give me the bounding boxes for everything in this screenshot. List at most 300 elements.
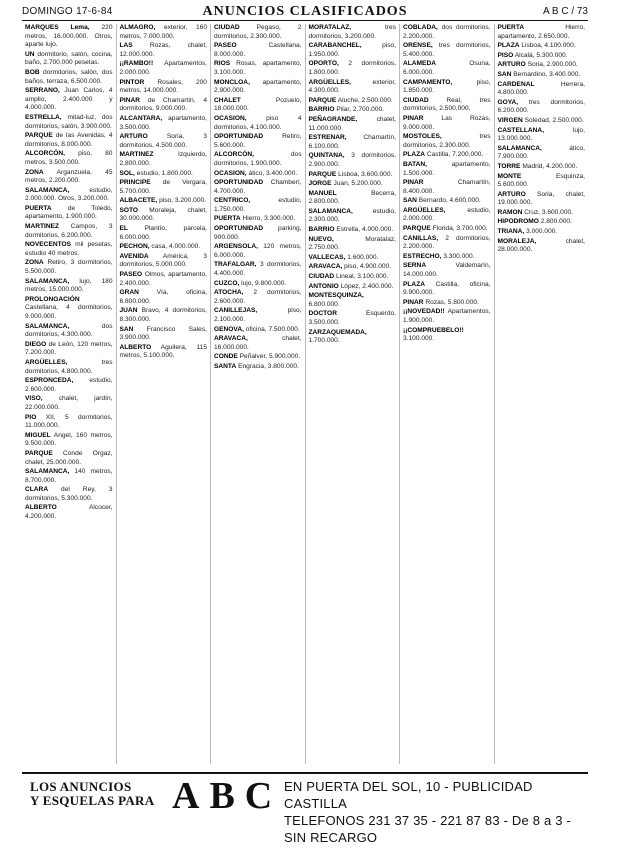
- classified-ad: [25, 504, 113, 521]
- ad-text: 3 dormitorios, 2.900.000.: [308, 152, 396, 168]
- ad-text: estudio, 1.800.000.: [136, 169, 193, 177]
- classified-ad: [214, 363, 302, 372]
- classified-ad: [309, 24, 397, 41]
- classified-ad: [214, 170, 302, 179]
- ad-text: piso, 2.100.000.: [214, 307, 302, 323]
- ad-text: 120 metros, 6.000.000.: [214, 243, 302, 259]
- ad-text: casa, 4.000.000.: [151, 243, 201, 251]
- ad-keyword: ALCORCÓN,: [214, 151, 254, 159]
- ad-text: tres dormitorios, 2.300.000.: [403, 133, 491, 149]
- ad-text: dos dormitorios, 1.900.000.: [214, 151, 302, 167]
- ad-keyword: CONDE: [214, 353, 238, 361]
- ad-keyword: JUAN: [119, 307, 138, 315]
- classified-ad: [403, 97, 491, 114]
- ad-text: Osuna, 6.000.000.: [403, 60, 491, 76]
- classified-ad: [25, 278, 113, 295]
- classified-columns: [22, 24, 588, 764]
- ad-keyword: ARGÜELLES,: [25, 358, 68, 366]
- classified-ad: [214, 307, 302, 324]
- ad-keyword: PARQUE: [308, 170, 337, 178]
- classified-ad: [25, 150, 113, 167]
- classified-ad: [498, 238, 586, 255]
- classified-ad: [309, 152, 397, 169]
- ad-keyword: ORENSE,: [403, 42, 433, 50]
- issue-date: DOMINGO 17-6-84: [22, 6, 113, 17]
- ad-keyword: VISO,: [25, 395, 43, 403]
- ad-text: chalet, jardín, 22.000.000.: [25, 395, 113, 411]
- classified-ad: [25, 359, 113, 376]
- ad-keyword: ALCANTARA,: [119, 114, 163, 122]
- ad-keyword: SAN: [403, 197, 417, 205]
- ad-text: Lineal, 3.100.000.: [336, 273, 389, 281]
- ad-text: exterior, 160 metros, 7.000.000.: [119, 24, 207, 40]
- ad-keyword: PASEO: [214, 42, 237, 50]
- ad-keyword: CLARA: [25, 486, 49, 494]
- ad-keyword: ANTONIO: [308, 282, 339, 290]
- ad-text: Madrid, 4.200.000.: [522, 162, 578, 170]
- ad-text: 6.800.000.: [308, 300, 340, 308]
- ad-text: de León, 120 metros, 7.200.000.: [25, 340, 113, 357]
- ad-keyword: ARTURO: [497, 61, 526, 69]
- ad-text: Castellana, 4 dormitorios, 9.000.000.: [25, 304, 113, 320]
- ad-text: 220 metros, 16.000.000. Otros, aparte lujo.: [25, 24, 113, 49]
- ad-text: Arganzuela, 45 metros, 2.200.000.: [25, 168, 113, 185]
- ad-text: Chamberí, 4.700.000.: [214, 179, 302, 195]
- classified-ad: [120, 225, 208, 242]
- ad-text: Soria, 2.900.000.: [527, 61, 578, 69]
- classified-ad: [309, 226, 397, 235]
- ad-keyword: ESTRENAR,: [308, 134, 347, 142]
- ad-text: Bravo, 4 dormitorios, 8.300.000.: [119, 307, 207, 323]
- ad-keyword: ZARZAQUEMADA,: [308, 328, 367, 336]
- classified-ad: [498, 228, 586, 237]
- ad-text: América, 3 dormitorios, 5.000.000.: [119, 252, 208, 269]
- ad-keyword: CANILLAS,: [403, 234, 439, 242]
- ad-text: estudio, 2.300.000.: [308, 207, 396, 224]
- ad-text: Angel, 160 metros, 9.500.000.: [25, 431, 113, 448]
- classified-ad: [403, 281, 491, 298]
- ad-text: Aguilera, 115 metros, 5.100.000.: [119, 343, 207, 360]
- classified-ad: [403, 207, 491, 224]
- classified-ad: [309, 208, 397, 225]
- ad-keyword: BARRIO: [308, 106, 335, 114]
- classified-ad: [120, 79, 208, 96]
- ad-text: ático, 3.400.000.: [248, 169, 298, 177]
- classified-ad: [403, 42, 491, 59]
- classified-ad: [25, 87, 113, 113]
- classified-ad: [403, 235, 491, 252]
- ad-keyword: ALBERTO: [119, 343, 152, 351]
- ad-text: 140 metros, 8.700.000.: [25, 468, 113, 484]
- classified-ad: [120, 289, 208, 306]
- classified-ad: [25, 132, 113, 149]
- ad-text: Vía, oficina, 6.800.000.: [119, 289, 207, 305]
- ad-text: Esquerdo, 3.500.000.: [308, 310, 396, 326]
- classified-ad: [309, 79, 397, 96]
- ad-text: apartamento, 2.900.000.: [214, 78, 302, 95]
- ad-keyword: SERRANO,: [25, 87, 60, 95]
- ad-keyword: ESPRONCEDA,: [25, 377, 74, 385]
- ad-keyword: SAN: [497, 70, 512, 78]
- classified-ad: [309, 292, 397, 309]
- ad-column-6: [495, 24, 589, 764]
- classified-ad: [25, 51, 113, 68]
- ad-text: XII, 5 dormitorios, 11.000.000.: [25, 413, 113, 430]
- ad-keyword: ESTRELLA,: [25, 113, 62, 121]
- ad-text: Castellana, 8.000.000.: [214, 42, 302, 58]
- ad-keyword: PARQUE: [25, 132, 53, 140]
- classified-ad: [120, 170, 208, 179]
- page-number: A B C / 73: [542, 6, 588, 17]
- classified-ad: [214, 335, 302, 352]
- classified-ad: [214, 97, 302, 114]
- classified-ad: [309, 236, 397, 253]
- ad-keyword: SAN: [119, 325, 134, 333]
- ad-keyword: SALAMANCA,: [25, 277, 70, 285]
- ad-keyword: PUERTA: [497, 24, 525, 31]
- ad-keyword: JORGE: [308, 180, 332, 188]
- ad-keyword: UN: [25, 50, 35, 58]
- classified-ad: [120, 344, 208, 361]
- ad-text: tres dormitorios, 3.200.000.: [308, 24, 396, 40]
- ad-text: Engracia, 3.800.000.: [238, 362, 299, 370]
- classified-ad: [214, 243, 302, 260]
- ad-text: chalet, 16.000.000.: [214, 335, 302, 351]
- ad-keyword: ARGÜELLES,: [403, 206, 446, 214]
- ad-keyword: PIO: [25, 413, 37, 421]
- classified-ad: [309, 42, 397, 59]
- ad-text: lujo, 9.800.000.: [241, 279, 287, 287]
- classified-ad: [214, 60, 302, 77]
- ad-column-4: [306, 24, 401, 764]
- classified-ad: [25, 114, 113, 131]
- ad-keyword: BOB: [25, 68, 40, 76]
- classified-ad: [309, 273, 397, 282]
- ad-keyword: PUERTA: [214, 215, 241, 223]
- ad-keyword: MIGUEL: [25, 431, 51, 439]
- ad-text: piso, 1.950.000.: [308, 42, 396, 58]
- ad-keyword: ARGENSOLA,: [214, 243, 258, 251]
- classified-ad: [498, 81, 586, 98]
- ad-keyword: HIPODROMO: [497, 218, 539, 226]
- ad-text: Lisboa, 4.100.000.: [521, 42, 576, 50]
- ad-keyword: ¡¡COMPRUEBELO!!: [403, 326, 464, 334]
- ad-text: Rozas, 5.800.000.: [425, 298, 479, 306]
- classified-ad: [498, 191, 586, 208]
- contact-line-2: TELEFONOS 231 37 35 - 221 87 83 - De 8 a 3 - SIN RECARGO: [284, 813, 572, 845]
- ad-keyword: ARGÜELLES,: [308, 78, 351, 86]
- ad-keyword: PARQUE: [308, 96, 337, 104]
- ad-text: de Vergara, 5.700.000.: [119, 179, 207, 195]
- classified-ad: [498, 218, 586, 227]
- ad-text: mil pesetas, estudio 40 metros.: [25, 241, 113, 257]
- ad-keyword: TRIANA,: [497, 228, 525, 236]
- classified-ad: [309, 180, 397, 189]
- ad-keyword: MANUEL: [308, 189, 337, 197]
- ad-column-1: [22, 24, 117, 764]
- ad-keyword: GENOVA,: [214, 325, 244, 333]
- ad-keyword: BATAN,: [403, 160, 427, 168]
- classified-ad: [498, 145, 586, 162]
- ad-keyword: MONCLOA,: [214, 78, 250, 86]
- classified-ad: [120, 179, 208, 196]
- ad-keyword: CUZCO,: [214, 279, 240, 287]
- classified-ad: [403, 79, 491, 96]
- classified-ad: [214, 179, 302, 196]
- ad-keyword: BARRIO: [308, 226, 335, 234]
- ad-text: estudio, 2.000.000. Otros, 3.200.000.: [25, 186, 113, 203]
- classified-ad: [120, 97, 208, 114]
- ad-keyword: MOSTOLES,: [403, 133, 442, 141]
- classified-ad: [25, 205, 113, 222]
- ad-keyword: MONTESQUINZA,: [308, 292, 364, 300]
- classified-ad: [25, 341, 113, 358]
- ad-text: Izquierdo, 2.800.000.: [119, 151, 207, 167]
- ad-text: piso, 1.850.000.: [403, 78, 491, 95]
- classified-ad: [403, 161, 491, 178]
- classified-ad: [309, 60, 397, 77]
- ad-keyword: SALAMANCA,: [25, 186, 70, 194]
- ad-keyword: RIOS: [214, 60, 231, 68]
- ad-keyword: ALAMEDA: [403, 60, 436, 68]
- classified-ad: [498, 99, 586, 116]
- ad-text: piso, 4.900.000.: [344, 263, 392, 271]
- ad-text: Peñalver, 5.900.000.: [239, 353, 301, 361]
- ad-keyword: CHALET: [214, 96, 241, 104]
- classified-ad: [403, 299, 491, 308]
- ad-text: 2 dormitorios, 2.600.000.: [214, 289, 302, 305]
- classified-ad: [309, 171, 397, 180]
- ad-text: 3 dormitorios, 4.400.000.: [214, 261, 302, 278]
- ad-text: de Chamartín, 4 dormitorios, 9.000.000.: [119, 96, 207, 113]
- ad-keyword: OPORTUNIDAD: [214, 179, 264, 187]
- ad-keyword: ALMAGRO,: [119, 24, 156, 31]
- classified-ad: [309, 329, 397, 346]
- classified-ad: [25, 69, 113, 86]
- ad-keyword: PECHON,: [119, 243, 150, 251]
- ad-text: Castilla, oficina, 9.900.000.: [403, 280, 491, 297]
- footer-banner: [22, 772, 588, 852]
- ad-keyword: CANILLEJAS,: [214, 307, 258, 315]
- classified-ad: [120, 243, 208, 252]
- ad-keyword: CENTRICO,: [214, 197, 251, 205]
- ad-column-3: [211, 24, 306, 764]
- classified-ad: [498, 42, 586, 51]
- ad-keyword: SOTO: [119, 206, 139, 214]
- ad-keyword: PLAZA: [497, 42, 520, 50]
- ad-text: Pegaso, 2 dormitorios, 2.300.000.: [214, 24, 302, 40]
- classified-ad: [120, 133, 208, 150]
- ad-text: piso, 80 metros, 3.500.000.: [25, 150, 113, 166]
- classified-ad: [214, 42, 302, 59]
- ad-text: tres dormitorios, 4.800.000.: [25, 358, 113, 375]
- ad-keyword: PROLONGACIÓN: [25, 295, 80, 303]
- ad-keyword: NUEVO,: [308, 235, 334, 243]
- ad-keyword: NOVECENTOS: [25, 241, 72, 249]
- slogan-line-2: Y ESQUELAS PARA: [30, 793, 155, 808]
- ad-keyword: OPORTO,: [308, 60, 339, 68]
- classified-ad: [120, 115, 208, 132]
- ad-text: Moraleja, chalet, 30.000.000.: [119, 206, 207, 223]
- ad-keyword: ¡¡RAMBO!!: [119, 60, 154, 68]
- contact-line-1: EN PUERTA DEL SOL, 10 - PUBLICIDAD CASTILLA: [284, 779, 533, 811]
- classified-ad: [498, 71, 586, 80]
- ad-text: ático, 7.900.000.: [497, 144, 585, 161]
- ad-keyword: ALBERTO: [25, 504, 57, 512]
- ad-keyword: CIUDAD: [403, 96, 429, 104]
- ad-keyword: PINAR: [119, 96, 141, 104]
- ad-text: lujo, 13.000.000.: [497, 126, 585, 143]
- classified-ad: [403, 179, 491, 196]
- ad-text: lujo, 180 metros, 15.000.000.: [25, 277, 113, 294]
- classified-ad: [498, 209, 586, 218]
- classified-ad: [214, 353, 302, 362]
- ad-text: Lisboa, 3.600.000.: [338, 170, 393, 178]
- ad-keyword: PINAR: [403, 298, 424, 306]
- classified-ad: [309, 106, 397, 115]
- classified-ad: [120, 24, 208, 41]
- ad-keyword: PISO: [497, 51, 514, 59]
- ad-text: parking, 900.000.: [214, 225, 302, 241]
- classified-ad: [214, 289, 302, 306]
- ad-keyword: SALAMANCA,: [308, 207, 353, 215]
- classified-ad: [120, 326, 208, 343]
- classified-ad: [403, 133, 491, 150]
- ad-text: Esquinza, 5.600.000.: [497, 172, 585, 189]
- ad-keyword: LAS: [119, 42, 133, 50]
- ad-keyword: PASEO: [119, 271, 143, 279]
- classified-ad: [498, 24, 586, 41]
- ad-keyword: PINAR: [403, 179, 424, 187]
- ad-text: López, 2.400.000.: [340, 282, 394, 290]
- ad-keyword: ALCORCÓN,: [25, 150, 65, 158]
- classified-ad: [120, 197, 208, 206]
- classified-ad: [214, 326, 302, 335]
- ad-text: 2 dormitorios, 1.800.000.: [308, 60, 396, 76]
- classified-ad: [25, 296, 113, 322]
- ad-text: Pilar, 2.700.000.: [336, 106, 385, 114]
- classified-ad: [25, 241, 113, 258]
- ad-text: Real, tres dormitorios, 2.500.000.: [403, 96, 491, 113]
- ad-keyword: ARTURO: [119, 133, 148, 141]
- ad-keyword: CARABANCHEL,: [308, 42, 362, 50]
- ad-keyword: SERNA: [403, 262, 427, 270]
- ad-text: Cruz, 3.600.000.: [524, 208, 574, 216]
- classified-ad: [25, 486, 113, 503]
- ad-keyword: EL: [119, 225, 128, 233]
- ad-text: Rosales, 200 metros, 14.000.000.: [119, 78, 207, 95]
- classified-ad: [214, 151, 302, 168]
- ad-keyword: QUINTANA,: [308, 152, 345, 160]
- classified-ad: [25, 395, 113, 412]
- ad-keyword: MARQUES Lema,: [25, 24, 90, 31]
- ad-text: Conde Orgaz, chalet, 25.000.000.: [25, 449, 113, 466]
- ad-text: dormitorio, salón, cocina, baño, 2.700.000 pesetas.: [25, 50, 113, 67]
- classified-ad: [498, 127, 586, 144]
- classified-ad: [25, 377, 113, 394]
- ad-keyword: MARTINEZ: [119, 151, 154, 159]
- classified-ad: [403, 115, 491, 132]
- ad-keyword: COBLADA,: [403, 24, 438, 31]
- ad-text: 3.000.000.: [526, 228, 558, 236]
- ad-keyword: PEÑAGRANDE,: [308, 115, 358, 123]
- ad-text: estudio, 1.750.000.: [214, 197, 302, 213]
- ad-text: Florida, 3.700.000.: [432, 225, 488, 233]
- ad-text: Juan, 5.200.000.: [333, 180, 383, 188]
- ad-keyword: MONTE: [497, 172, 522, 180]
- ad-text: piso 4 dormitorios, 4.100.000.: [214, 114, 302, 131]
- ad-keyword: OPORTUNIDAD: [214, 225, 264, 233]
- classified-ad: [120, 307, 208, 324]
- ad-text: estudio, 2.000.000.: [403, 206, 491, 223]
- ad-keyword: CIUDAD: [308, 273, 335, 281]
- page-header: [22, 4, 588, 21]
- classified-ad: [214, 280, 302, 289]
- classified-ad: [25, 414, 113, 431]
- ad-keyword: ARAVACA,: [308, 263, 343, 271]
- ad-keyword: GRAN: [119, 289, 139, 297]
- classified-ad: [403, 24, 491, 41]
- classified-ad: [214, 24, 302, 41]
- ad-keyword: CASTELLANA,: [497, 126, 545, 134]
- ad-keyword: RAMON: [497, 208, 523, 216]
- classified-ad: [403, 308, 491, 325]
- ad-text: Juan Carlos, 4 amplio, 2.400.000 y 4.000.000.: [25, 87, 113, 112]
- classified-ad: [309, 190, 397, 207]
- ad-keyword: DIEGO: [25, 340, 47, 348]
- ad-text: apartamento, 1.500.000.: [403, 160, 491, 177]
- ad-text: exterior, 4.300.000.: [308, 78, 396, 95]
- ad-column-5: [400, 24, 495, 764]
- ad-text: Bernardino, 3.400.000.: [513, 70, 581, 78]
- ad-text: apartamento, 3.500.000.: [119, 114, 207, 131]
- classified-ad: [498, 117, 586, 126]
- ad-keyword: ¡¡NOVEDAD!!: [403, 308, 445, 316]
- classified-ad: [25, 24, 113, 50]
- classified-ad: [214, 115, 302, 132]
- ad-keyword: SOL,: [119, 169, 135, 177]
- classified-ad: [25, 169, 113, 186]
- classified-ad: [403, 327, 491, 344]
- classified-ad: [214, 197, 302, 214]
- ad-keyword: MORALEJA,: [497, 237, 537, 245]
- ad-text: Rozas, chalet, 12.000.000.: [119, 42, 207, 58]
- ad-text: chalet, 11.000.000.: [308, 115, 396, 132]
- classified-ad: [309, 254, 397, 263]
- ad-text: oficina, 7.500.000.: [245, 325, 300, 333]
- ad-text: Becerra, 2.800.000.: [308, 189, 396, 206]
- ad-text: Bernardo, 4.600.000.: [418, 197, 481, 205]
- classified-ad: [25, 450, 113, 467]
- ad-text: Soledad, 2.500.000.: [524, 116, 584, 124]
- ad-keyword: SALAMANCA,: [25, 322, 70, 330]
- classified-ad: [309, 263, 397, 272]
- ad-text: del Rey, 3 dormitorios, 5.300.000.: [25, 486, 113, 502]
- ad-keyword: SANTA: [214, 362, 237, 370]
- classified-ad: [214, 133, 302, 150]
- ad-keyword: ZONA: [25, 168, 44, 176]
- ad-keyword: CAMPAMENTO,: [403, 78, 453, 86]
- ad-text: Hierro, 3.300.000.: [242, 215, 296, 223]
- ad-text: Soria, 3 dormitorios, 4.500.000.: [119, 133, 207, 149]
- ad-text: tres dormitorios, 6.200.000.: [497, 98, 585, 115]
- classified-ad: [25, 259, 113, 276]
- ad-text: piso, 3.200.000.: [159, 197, 207, 205]
- ad-text: Apartamentos, 2.000.000.: [119, 60, 207, 76]
- classified-ad: [403, 253, 491, 262]
- classified-ad: [120, 271, 208, 288]
- ad-text: Herrera, 4.800.000.: [497, 80, 585, 97]
